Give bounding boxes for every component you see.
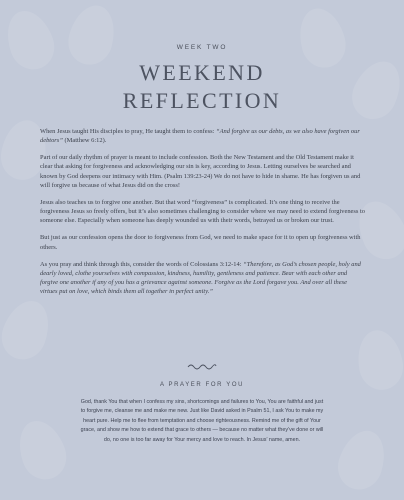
paragraph-2: Part of our daily rhythm of prayer is meant to include confession. Both the New Testament and the Old Testament make it clear that asking for forgiveness and acknowledging our sin is key, according to Jesus. Letting ourselves be searched and known by God deepens our intimacy with Him. (Psalm 139:23-24) We do not have to hide in shame. He has forgiven us and will forgive us because of what Jesus did on the cross! — [40, 154, 361, 189]
leaf-decoration — [0, 294, 57, 365]
page-title-line2: REFLECTION — [122, 88, 282, 113]
prayer-text: God, thank You that when I confess my sins, shortcomings and failures to You, You are faithful and just to forgive me, cleanse me and make me new. Just like David asked in Psalm 51, I ask You to make my heart pure. Help me to flee from temptation and choose righteousness. Remind me of the gift of Your grace, and show me how to extend that grace to others — because no matter what they’ve done or will do, no one is too far away for Your mercy and love to reach. In Jesus’ name, amen. — [80, 399, 324, 443]
page-title-line1: WEEKEND — [139, 60, 265, 85]
scripture-quote: “Therefore, as God’s chosen people, holy and dearly loved, clothe yourselves with compassion, kindness, humility, gentleness and patience. Bear with each other and forgive one another if any of you has a grievance against someone. Forgive as the Lord forgave you. And over all these virtues put on love, which binds them all together in perfect unity.” — [40, 260, 361, 296]
scripture-reference: (Matthew 6:12). — [62, 137, 107, 145]
scripture-quote: “And forgive us our debts, as we also have forgiven our debtors” — [40, 128, 360, 145]
paragraph-text: As you pray and think through this, consider the words of Colossians 3:12-14: — [40, 260, 244, 268]
leaf-decoration — [11, 414, 73, 485]
leaf-decoration — [332, 425, 392, 496]
prayer-heading: A PRAYER FOR YOU — [159, 382, 245, 388]
paragraph-3: Jesus also teaches us to forgive one another. But that word “forgiveness” is complicated. It’s one thing to receive the forgiveness Jesus so freely offers, but it’s also sometimes challenging to consider where we may need to extend forgiveness to someone else. Especially when someone has deeply wounded us with their words, betrayed us or broken our trust. — [40, 198, 366, 225]
week-label: WEEK TWO — [176, 44, 228, 51]
paragraph-text: When Jesus taught His disciples to pray, He taught them to confess: — [40, 128, 217, 135]
paragraph-5 — [40, 260, 366, 297]
wave-divider-icon — [187, 362, 217, 370]
paragraph-1 — [40, 127, 366, 146]
reflection-body — [40, 127, 366, 304]
paragraph-4: But just as our confession opens the door to forgiveness from God, we need to make space for it to open up forgiveness with others. — [40, 234, 361, 251]
